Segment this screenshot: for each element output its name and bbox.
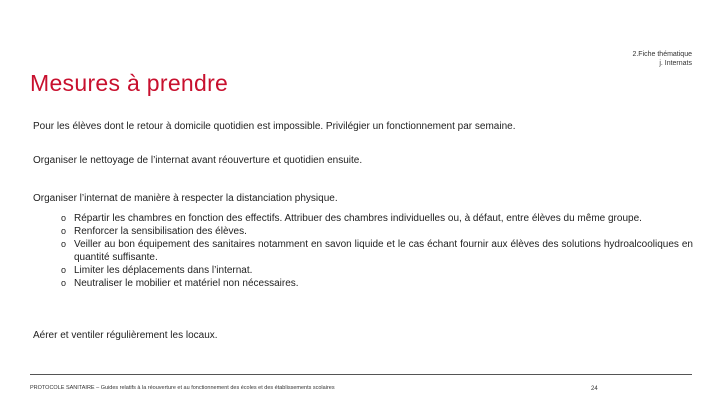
footer-text: PROTOCOLE SANITAIRE – Guides relatifs à la réouverture et au fonctionnement des écoles et des établissements scolaires [30, 385, 335, 391]
reference-line-2: j. Internats [659, 60, 692, 67]
bullet-icon: o [61, 239, 67, 249]
measures-list [61, 212, 693, 290]
list-item-text: Renforcer la sensibilisation des élèves. [74, 226, 247, 237]
list-item-text: Veiller au bon équipement des sanitaires notamment en savon liquide et le cas échant fournir aux élèves des solutions hydroalcooliques en quantité suffisante. [74, 239, 693, 263]
bullet-icon: o [61, 213, 67, 223]
bullet-icon: o [61, 278, 67, 288]
list-item [61, 238, 693, 264]
page-number: 24 [591, 386, 598, 392]
paragraph-daily-return: Pour les élèves dont le retour à domicile quotidien est impossible. Privilégier un fonctionnement par semaine. [33, 121, 516, 132]
footer-divider [30, 374, 692, 375]
list-item [61, 225, 693, 238]
list-item-text: Neutraliser le mobilier et matériel non nécessaires. [74, 278, 299, 289]
list-item-text: Répartir les chambres en fonction des effectifs. Attribuer des chambres individuelles ou, à défaut, entre élèves du même groupe. [74, 213, 642, 224]
list-item [61, 277, 693, 290]
paragraph-distancing: Organiser l’internat de manière à respecter la distanciation physique. [33, 193, 338, 204]
document-reference [632, 50, 692, 68]
paragraph-ventilation: Aérer et ventiler régulièrement les locaux. [33, 330, 218, 341]
list-item [61, 212, 693, 225]
list-item [61, 264, 693, 277]
paragraph-cleaning: Organiser le nettoyage de l’internat avant réouverture et quotidien ensuite. [33, 155, 363, 166]
bullet-icon: o [61, 265, 67, 275]
page-title: Mesures à prendre [30, 70, 229, 96]
reference-line-1: 2.Fiche thématique [632, 51, 692, 58]
bullet-icon: o [61, 226, 67, 236]
list-item-text: Limiter les déplacements dans l’internat. [74, 265, 253, 276]
